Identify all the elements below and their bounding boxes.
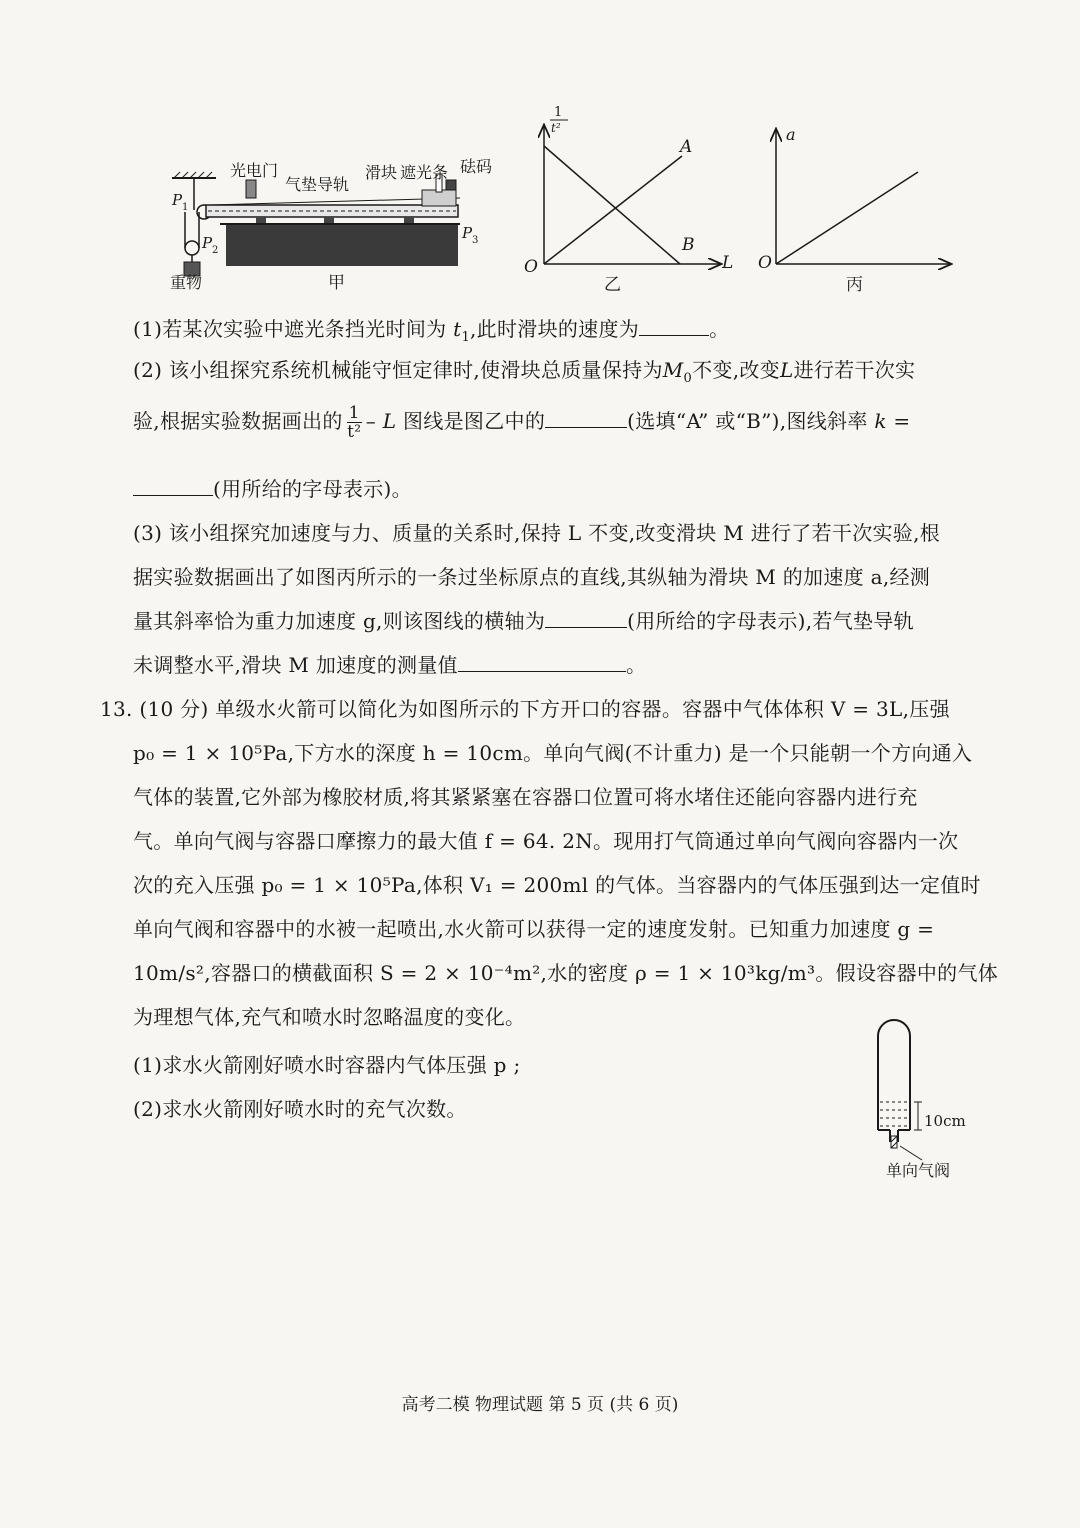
svg-text:遮光条: 遮光条 (400, 163, 449, 182)
q12-part2-line2: 验,根据实验数据画出的 $\frac{1}{\text{t²}}$ – L 图线是图乙中的 (选填“A” 或“B”),图线斜率 k = (133, 403, 911, 442)
q13-line-1: 13. (10 分) 单级水火箭可以简化为如图所示的下方开口的容器。容器中气体体积 V = 3L,压强 (100, 697, 950, 721)
q13-line-3: 气体的装置,它外部为橡胶材质,将其紧紧塞在容器口位置可将水堵住还能向容器内进行充 (133, 785, 918, 809)
svg-text:砝码: 砝码 (460, 157, 493, 176)
q13-subquestion-2: (2)求水火箭刚好喷水时的充气次数。 (133, 1097, 467, 1121)
q13-line-5: 次的充入压强 p₀ = 1 × 10⁵Pa,体积 V₁ = 200ml 的气体。当容器内的气体压强到达一定值时 (133, 873, 981, 897)
answer-blank-3[interactable] (133, 475, 213, 496)
svg-text:P: P (202, 234, 213, 252)
svg-text:气垫导轨: 气垫导轨 (285, 175, 350, 194)
figure-jia (160, 150, 520, 300)
svg-text:滑块: 滑块 (365, 163, 398, 182)
svg-text:3: 3 (472, 235, 479, 246)
svg-text:t²: t² (551, 121, 561, 135)
figure-bing (750, 120, 970, 300)
svg-text:P: P (172, 191, 183, 209)
svg-text:甲: 甲 (328, 273, 345, 293)
svg-text:A: A (680, 137, 693, 157)
q12-part3-line2: 据实验数据画出了如图丙所示的一条过坐标原点的直线,其纵轴为滑块 M 的加速度 a,经测 (133, 565, 931, 589)
answer-blank-1[interactable] (639, 315, 709, 336)
q12-part2-line3: (用所给的字母表示)。 (133, 474, 412, 504)
q13-line-2: p₀ = 1 × 10⁵Pa,下方水的深度 h = 10cm。单向气阀(不计重力) 是一个只能朝一个方向通入 (133, 741, 973, 765)
q12-part1: (1)若某次实验中遮光条挡光时间为 $t_1$,此时滑块的速度为 。 (133, 317, 730, 345)
answer-blank-5[interactable] (458, 651, 626, 672)
q12-part3-line1: (3) 该小组探究加速度与力、质量的关系时,保持 L 不变,改变滑块 M 进行了若干次实验,根 (133, 521, 941, 545)
q13-line-8: 为理想气体,充气和喷水时忽略温度的变化。 (133, 1005, 526, 1029)
q13-line-7: 10m/s²,容器口的横截面积 S = 2 × 10⁻⁴m²,水的密度 ρ = 1 × 10³kg/m³。假设容器中的气体 (133, 961, 999, 985)
page-footer: 高考二模 物理试题 第 5 页 (共 6 页) (401, 1395, 679, 1415)
q13-subquestion-1: (1)求水火箭刚好喷水时容器内气体压强 p ; (133, 1053, 521, 1077)
pulley-p2 (185, 241, 199, 255)
svg-text:10cm: 10cm (924, 1112, 966, 1130)
svg-text:2: 2 (212, 245, 219, 256)
fraction-one-over-t2: $\frac{1}{\text{t²}}$ (347, 403, 362, 442)
svg-text:1: 1 (554, 105, 563, 120)
svg-text:乙: 乙 (604, 275, 621, 295)
svg-text:a: a (786, 125, 796, 144)
svg-text:单向气阀: 单向气阀 (886, 1161, 951, 1180)
svg-text:光电门: 光电门 (230, 161, 279, 180)
svg-text:1: 1 (182, 202, 189, 213)
q13-line-4: 气。单向气阀与容器口摩擦力的最大值 f = 64. 2N。现用打气筒通过单向气阀向容器内一次 (133, 829, 959, 853)
svg-text:丙: 丙 (846, 275, 863, 295)
svg-text:P: P (462, 224, 473, 242)
svg-text:L: L (722, 253, 734, 273)
q12-part3-line4: 未调整水平,滑块 M 加速度的测量值 。 (133, 653, 647, 677)
line-b (544, 146, 680, 264)
table (226, 224, 458, 266)
svg-text:B: B (682, 235, 695, 255)
line-through-origin (776, 172, 918, 264)
svg-text:重物: 重物 (170, 273, 203, 292)
q13-line-6: 单向气阀和容器中的水被一起喷出,水火箭可以获得一定的速度发射。已知重力加速度 g = (133, 917, 935, 941)
svg-text:O: O (524, 257, 538, 277)
answer-blank-4[interactable] (545, 607, 627, 628)
svg-text:O: O (758, 253, 772, 273)
answer-blank-2[interactable] (545, 407, 627, 428)
figure-yi (520, 100, 750, 300)
one-way-valve (891, 1136, 897, 1148)
q12-part3-line3: 量其斜率恰为重力加速度 g,则该图线的横轴为 (用所给的字母表示),若气垫导轨 (133, 609, 914, 633)
figure-water-rocket (862, 1010, 992, 1190)
q12-part2-line1: (2) 该小组探究系统机械能守恒定律时,使滑块总质量保持为$M_0$不变,改变L进行若干次实 (133, 358, 916, 386)
